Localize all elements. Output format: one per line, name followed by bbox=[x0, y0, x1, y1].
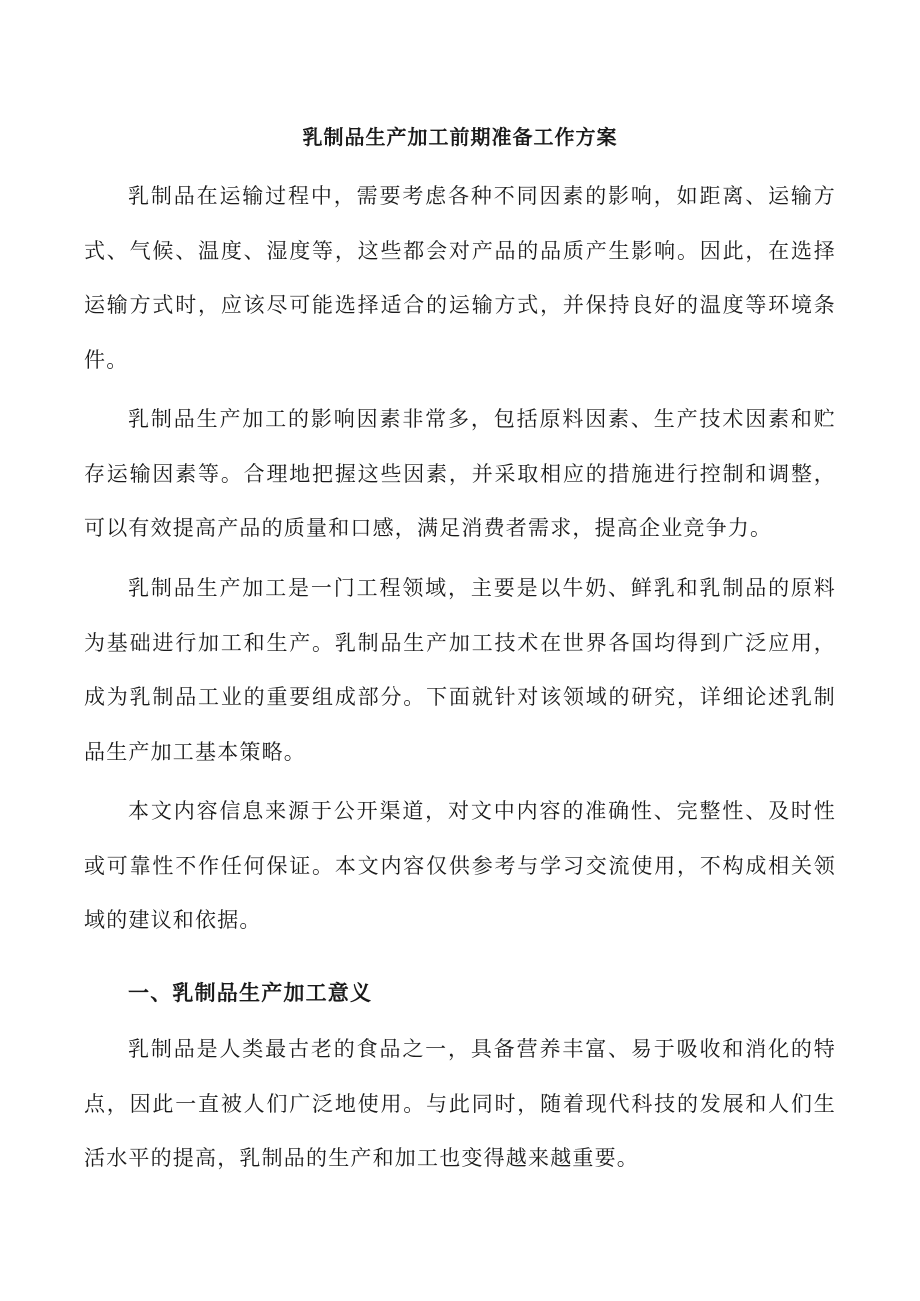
section-heading: 一、乳制品生产加工意义 bbox=[128, 980, 373, 1005]
paragraph-disclaimer: 本文内容信息来源于公开渠道，对文中内容的准确性、完整性、及时性或可靠性不作任何保证。本文内容仅供参考与学习交流使用，不构成相关领域的建议和依据。 bbox=[84, 799, 836, 932]
document-title: 乳制品生产加工前期准备工作方案 bbox=[302, 125, 618, 149]
paragraph-influencing-factors: 乳制品生产加工的影响因素非常多，包括原料因素、生产技术因素和贮存运输因素等。合理地把握这些因素，并采取相应的措施进行控制和调整，可以有效提高产品的质量和口感，满足消费者需求，提高企业竞争力。 bbox=[84, 407, 836, 540]
paragraph-engineering-field: 乳制品生产加工是一门工程领域，主要是以牛奶、鲜乳和乳制品的原料为基础进行加工和生产。乳制品生产加工技术在世界各国均得到广泛应用，成为乳制品工业的重要组成部分。下面就针对该领域的研究，详细论述乳制品生产加工基本策略。 bbox=[84, 576, 836, 764]
paragraph-transport-factors: 乳制品在运输过程中，需要考虑各种不同因素的影响，如距离、运输方式、气候、温度、湿度等，这些都会对产品的品质产生影响。因此，在选择运输方式时，应该尽可能选择适合的运输方式，并保持良好的温度等环境条件。 bbox=[84, 184, 836, 372]
section-paragraph: 乳制品是人类最古老的食品之一，具备营养丰富、易于吸收和消化的特点，因此一直被人们广泛地使用。与此同时，随着现代科技的发展和人们生活水平的提高，乳制品的生产和加工也变得越来越重要。 bbox=[84, 1037, 836, 1170]
